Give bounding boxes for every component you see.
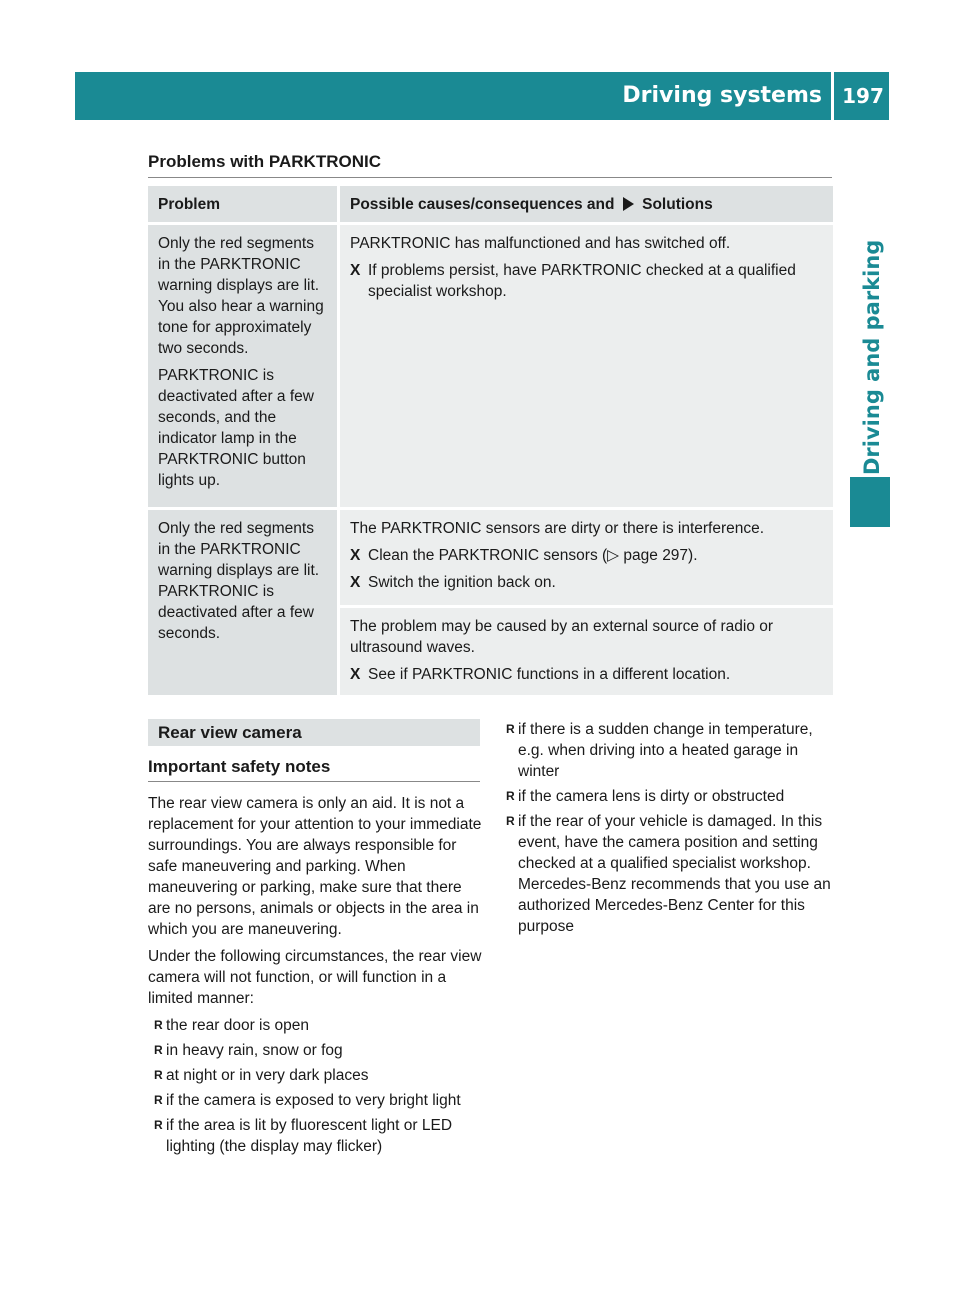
list-item bbox=[506, 786, 834, 807]
list-item bbox=[148, 1065, 482, 1086]
paragraph: The rear view camera is only an aid. It is not a replacement for your attention to your immediate surroundings. You are always responsible for safe maneuvering and parking. When maneuvering or parking, make sure that there are no persons, animals or objects in the area in which you are maneuvering. bbox=[148, 795, 482, 938]
bullet-icon: R bbox=[154, 1018, 163, 1032]
side-tab-label: Driving and parking bbox=[860, 239, 884, 475]
solution-step bbox=[350, 572, 823, 593]
cause-text: The PARKTRONIC sensors are dirty or there is interference. bbox=[350, 520, 765, 537]
paragraph: Under the following circumstances, the rear view camera will not function, or will function in a limited manner: bbox=[148, 948, 482, 1007]
step-text: Clean the PARKTRONIC sensors (▷ page 297). bbox=[368, 547, 698, 564]
list-item bbox=[148, 1040, 482, 1061]
step-marker-icon: X bbox=[350, 547, 361, 564]
list-item bbox=[506, 811, 834, 937]
list-item-text: if the camera lens is dirty or obstructed bbox=[518, 788, 785, 805]
solution-step bbox=[350, 664, 823, 685]
step-marker-icon: X bbox=[350, 666, 361, 683]
problem-text: Only the red segments in the PARKTRONIC warning displays are lit. You also hear a warning tone for approximately two seconds. bbox=[158, 235, 324, 357]
left-column bbox=[148, 793, 482, 1161]
section-rule bbox=[148, 177, 832, 178]
step-text: Switch the ignition back on. bbox=[368, 574, 556, 591]
bullet-icon: R bbox=[506, 814, 515, 828]
problem-text: Only the red segments in the PARKTRONIC warning displays are lit. PARKTRONIC is deactivated after a few seconds. bbox=[158, 520, 320, 642]
bullet-icon: R bbox=[506, 789, 515, 803]
column-header-solutions-text: Solutions bbox=[642, 195, 713, 213]
list-item bbox=[148, 1115, 482, 1157]
list-item bbox=[148, 1015, 482, 1036]
step-text: If problems persist, have PARKTRONIC checked at a qualified specialist workshop. bbox=[368, 262, 796, 300]
side-tab-marker bbox=[850, 477, 890, 527]
list-item-text: if the area is lit by fluorescent light or LED lighting (the display may flicker) bbox=[166, 1117, 453, 1155]
problem-text: PARKTRONIC is deactivated after a few seconds, and the indicator lamp in the PARKTRONIC button lights up. bbox=[158, 367, 314, 489]
header-divider bbox=[831, 72, 834, 120]
list-item-text: at night or in very dark places bbox=[166, 1067, 369, 1084]
step-marker-icon: X bbox=[350, 574, 361, 591]
list-item bbox=[506, 719, 834, 782]
bullet-icon: R bbox=[506, 722, 515, 736]
page-number: 197 bbox=[842, 84, 884, 108]
problem-cell bbox=[148, 225, 340, 507]
column-header-problem: Problem bbox=[148, 186, 340, 225]
bullet-icon: R bbox=[154, 1093, 163, 1107]
list-item-text: in heavy rain, snow or fog bbox=[166, 1042, 343, 1059]
bullet-icon: R bbox=[154, 1118, 163, 1132]
solution-cell bbox=[340, 225, 833, 507]
table-header-row bbox=[148, 186, 833, 225]
circumstances-list-continued bbox=[506, 719, 834, 937]
list-item bbox=[148, 1090, 482, 1111]
list-item-text: if the camera is exposed to very bright light bbox=[166, 1092, 461, 1109]
chapter-title: Driving systems bbox=[622, 83, 822, 108]
solution-cell bbox=[340, 605, 833, 695]
list-item-text: if there is a sudden change in temperature, e.g. when driving into a heated garage in winter bbox=[518, 721, 813, 780]
right-column bbox=[506, 719, 834, 941]
safety-notes-rule bbox=[148, 781, 480, 782]
column-header-causes bbox=[340, 186, 833, 225]
cause-text: PARKTRONIC has malfunctioned and has switched off. bbox=[350, 235, 731, 252]
list-item-text: the rear door is open bbox=[166, 1017, 310, 1034]
solution-cell bbox=[340, 507, 833, 605]
circumstances-list bbox=[148, 1015, 482, 1157]
solution-step bbox=[350, 545, 823, 566]
step-marker-icon: X bbox=[350, 262, 361, 279]
solution-step bbox=[350, 260, 823, 302]
problem-cell bbox=[148, 507, 340, 695]
bullet-icon: R bbox=[154, 1043, 163, 1057]
solution-arrow-icon bbox=[623, 197, 634, 211]
bullet-icon: R bbox=[154, 1068, 163, 1082]
column-header-causes-text: Possible causes/consequences and bbox=[350, 195, 615, 213]
safety-notes-heading: Important safety notes bbox=[148, 757, 331, 776]
problems-table bbox=[148, 186, 833, 695]
problems-section-title: Problems with PARKTRONIC bbox=[148, 152, 381, 171]
list-item-text: if the rear of your vehicle is damaged. In this event, have the camera position and setting checked at a qualified specialist workshop. Mercedes-Benz recommends that you use an authorized Mercedes-Benz Center for this purpose bbox=[518, 813, 831, 935]
step-text: See if PARKTRONIC functions in a different location. bbox=[368, 666, 731, 683]
table-row bbox=[148, 507, 833, 605]
cause-text: The problem may be caused by an external source of radio or ultrasound waves. bbox=[350, 618, 774, 656]
table-row bbox=[148, 225, 833, 507]
rear-camera-heading: Rear view camera bbox=[158, 723, 302, 742]
